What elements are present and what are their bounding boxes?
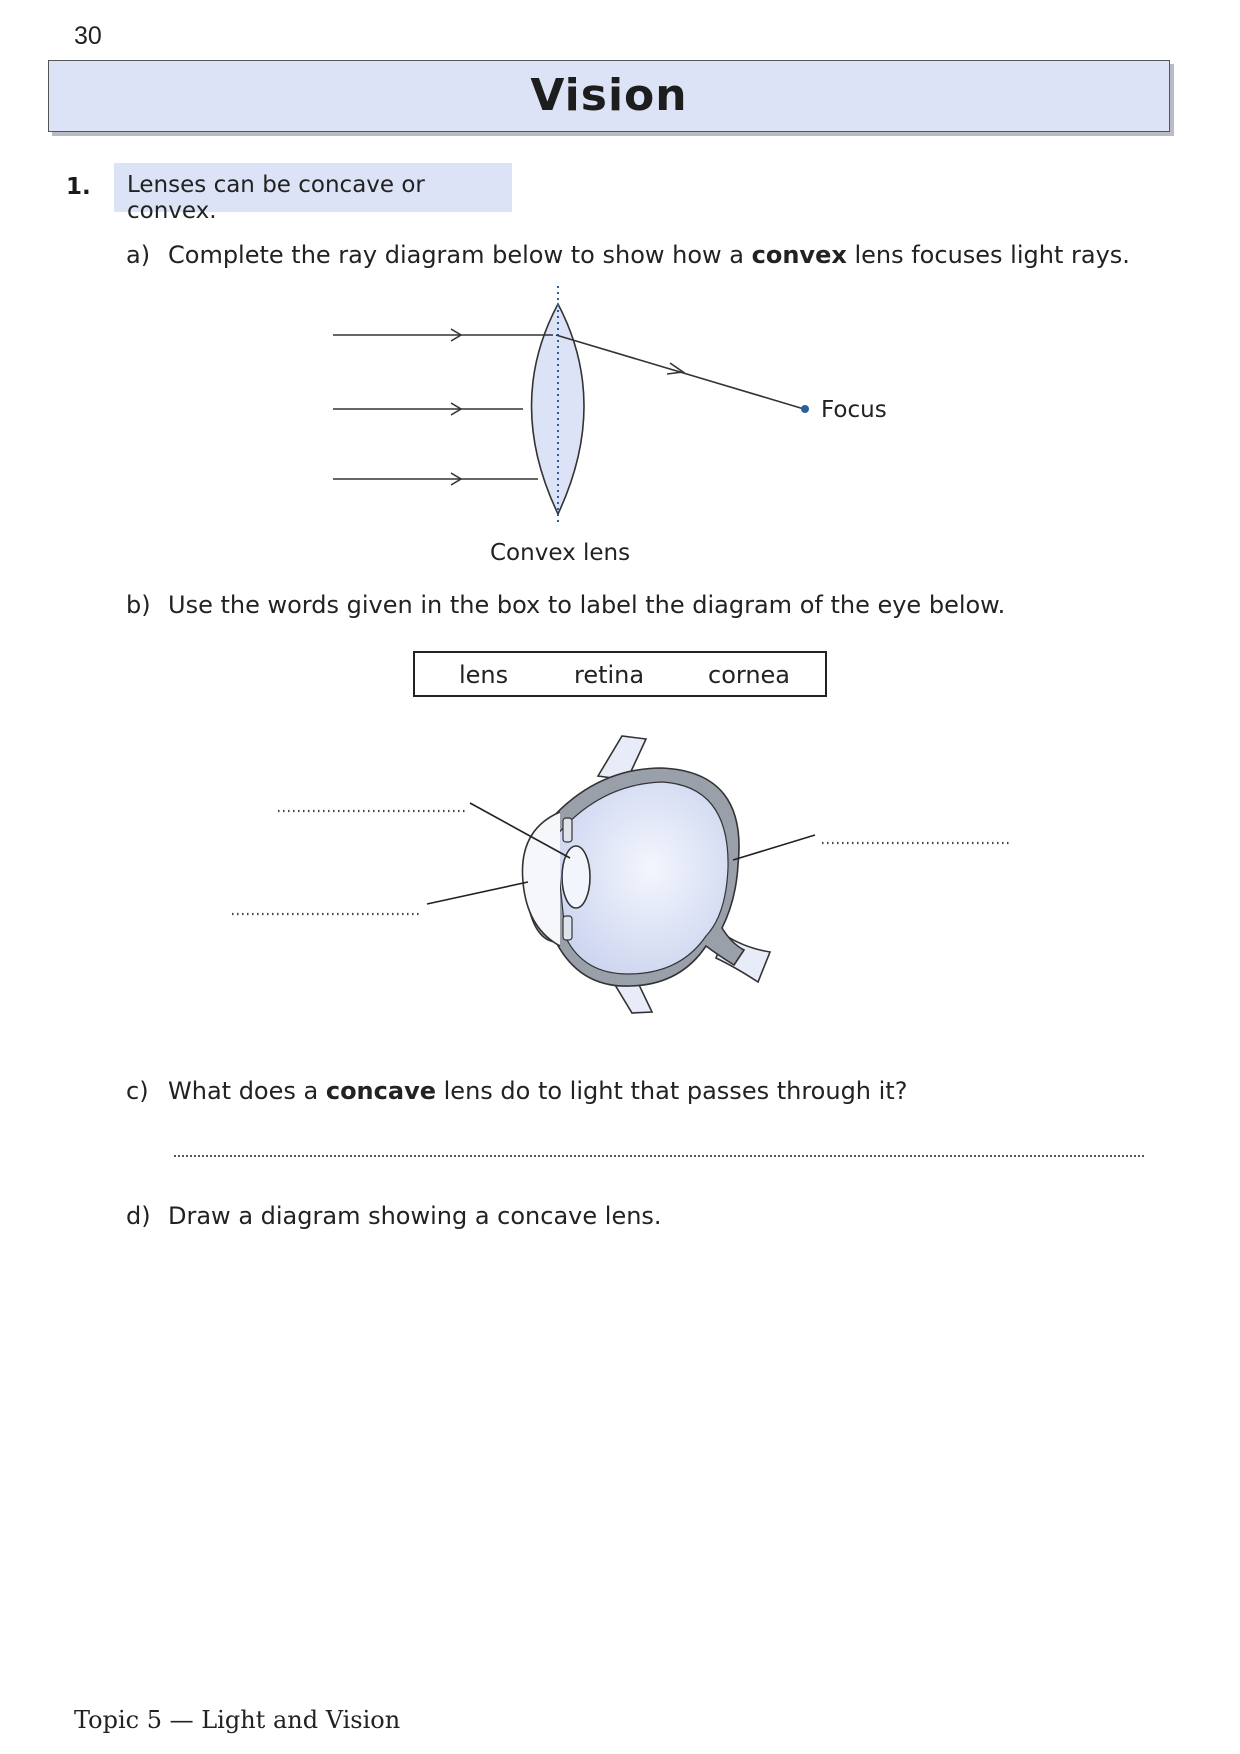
part-a-text-start: Complete the ray diagram below to show how a (168, 241, 752, 269)
ray-diagram (333, 286, 887, 566)
convex-lens-label: Convex lens (490, 540, 631, 566)
part-d-text: Draw a diagram showing a concave lens. (168, 1202, 662, 1230)
focus-point (801, 405, 809, 413)
label-line-right (733, 835, 815, 860)
word-cornea: cornea (708, 661, 791, 689)
iris-top (563, 818, 572, 842)
question-intro: Lenses can be concave or convex. (114, 163, 512, 212)
question-number: 1. (66, 174, 91, 200)
label-line-bottom-left (427, 882, 528, 904)
page-title: Vision (530, 70, 688, 121)
part-b-text: Use the words given in the box to label the diagram of the eye below. (168, 591, 1006, 619)
part-c-bold-word: concave (325, 1077, 436, 1105)
part-a-text-end: lens focuses light rays. (846, 241, 1130, 269)
part-c-text-start: What does a (168, 1077, 326, 1105)
word-box (413, 651, 827, 697)
part-c-label: c) (126, 1077, 149, 1105)
eye-diagram (232, 736, 1010, 1013)
part-d-label: d) (126, 1202, 151, 1230)
answer-line-part-c[interactable] (174, 1155, 1144, 1157)
part-a-bold-word: convex (751, 241, 847, 269)
part-b-label: b) (126, 591, 151, 619)
part-a-label: a) (126, 241, 151, 269)
word-retina: retina (574, 661, 645, 689)
footer: Topic 5 — Light and Vision (74, 1706, 401, 1734)
page-number: 30 (74, 22, 102, 50)
focus-label: Focus (821, 397, 887, 423)
iris-bottom (563, 916, 572, 940)
part-c-text (168, 1077, 907, 1105)
part-c-text-end: lens do to light that passes through it? (436, 1077, 908, 1105)
word-lens: lens (459, 661, 509, 689)
cornea (522, 812, 560, 946)
